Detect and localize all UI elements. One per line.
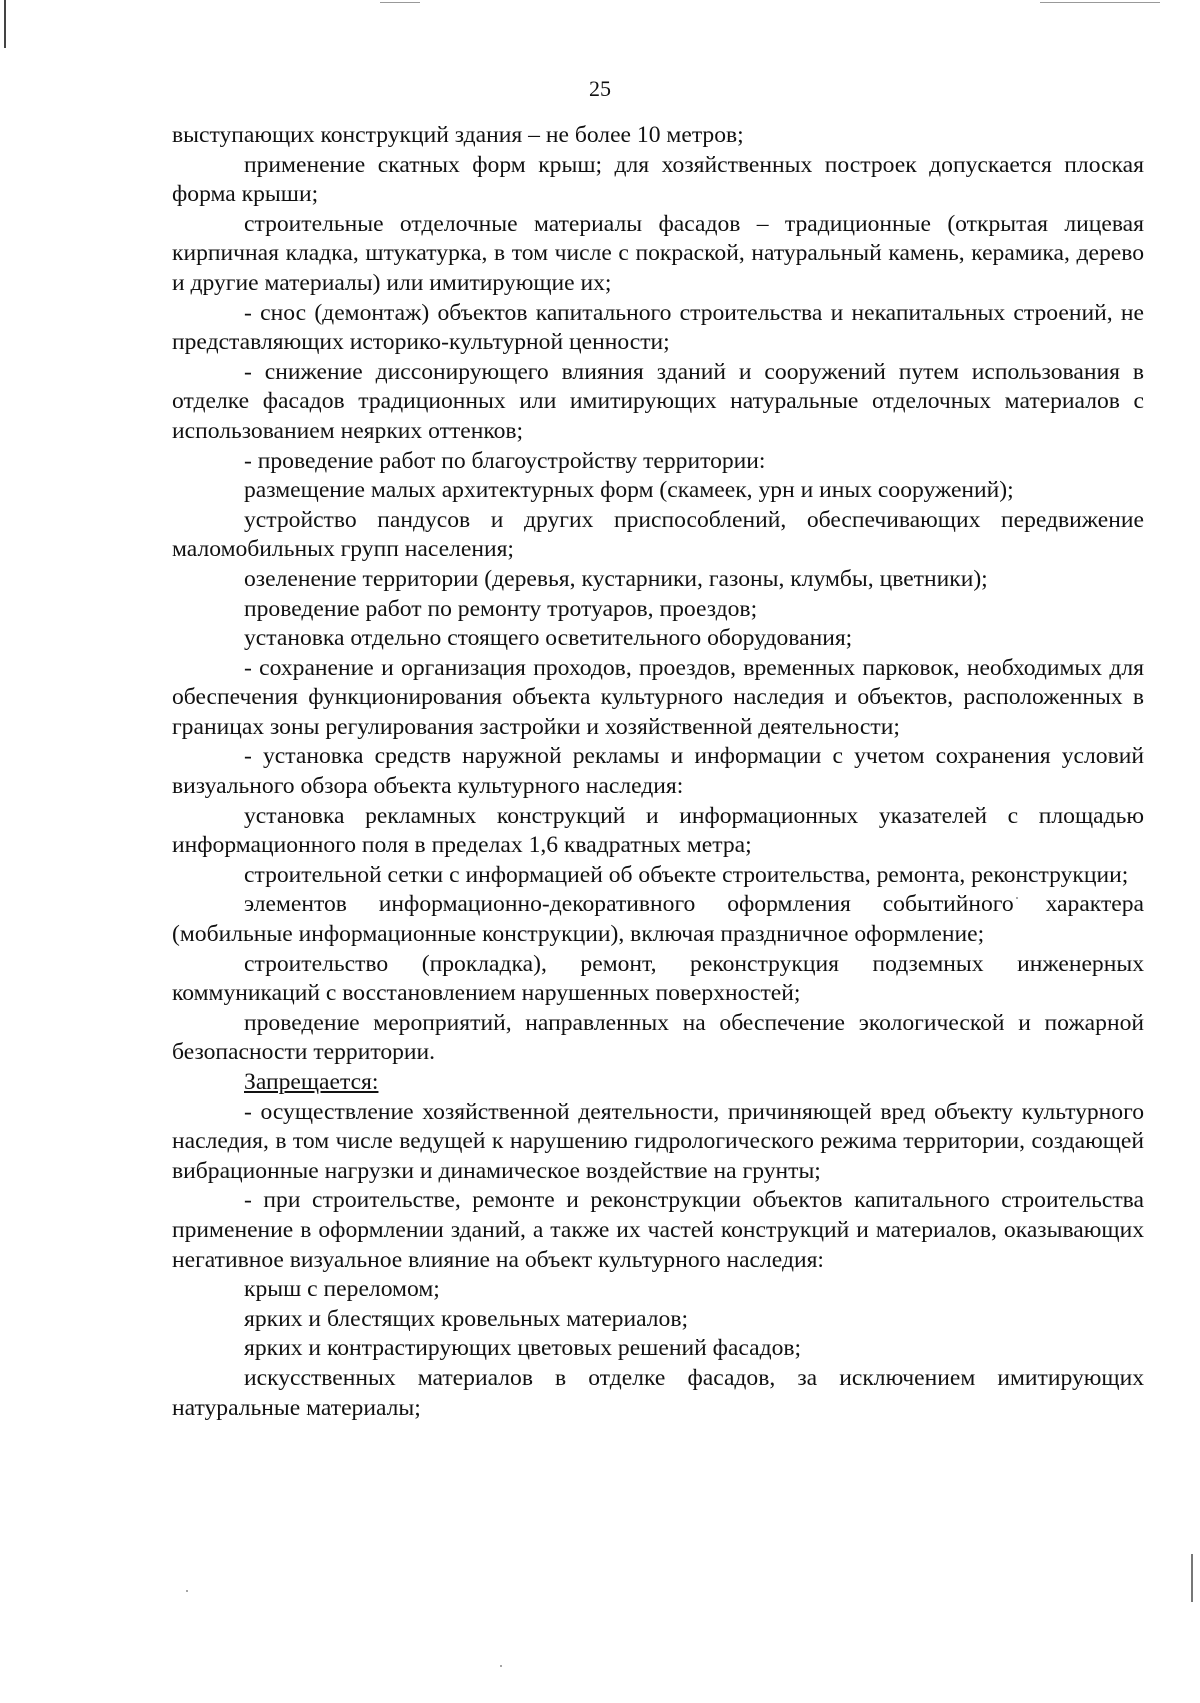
paragraph: установка отдельно стоящего осветительного оборудования; (244, 625, 853, 652)
paragraph: проведение мероприятий, направленных на обеспечение экологической и пожарной безопасности территории. (172, 1009, 1144, 1066)
scan-artifact (500, 1665, 502, 1667)
paragraph: ярких и блестящих кровельных материалов; (244, 1305, 689, 1332)
paragraph: - снижение диссонирующего влияния зданий и сооружений путем использования в отделке фасадов традиционных или имитирующих натуральные отделочных материалов с использованием неярких оттенков; (172, 358, 1144, 444)
paragraph: - проведение работ по благоустройству территории: (244, 447, 766, 474)
scan-edge-mark (1191, 1554, 1193, 1602)
paragraph: искусственных материалов в отделке фасадов, за исключением имитирующих натуральные материалы; (172, 1364, 1144, 1421)
paragraph: озеленение территории (деревья, кустарники, газоны, клумбы, цветники); (244, 565, 988, 592)
paragraph: строительство (прокладка), ремонт, реконструкция подземных инженерных коммуникаций с восстановлением нарушенных поверхностей; (172, 950, 1144, 1007)
scan-artifact (1040, 2, 1160, 3)
scan-artifact (186, 1590, 188, 1592)
paragraph: ярких и контрастирующих цветовых решений фасадов; (244, 1335, 802, 1362)
paragraph: строительные отделочные материалы фасадов – традиционные (открытая лицевая кирпичная кладка, штукатурка, в том числе с покраской, натуральный камень, керамика, дерево и другие материалы) или имитирующие их; (172, 210, 1144, 296)
paragraph: устройство пандусов и других приспособлений, обеспечивающих передвижение маломобильных групп населения; (172, 506, 1144, 563)
paragraph: проведение работ по ремонту тротуаров, проездов; (244, 595, 758, 622)
section-heading: Запрещается: (244, 1069, 379, 1095)
paragraph: применение скатных форм крыш; для хозяйственных построек допускается плоская форма крыши; (172, 151, 1144, 208)
paragraph: выступающих конструкций здания – не более 10 метров; (172, 122, 744, 148)
paragraph: элементов информационно-декоративного оформления событийного характера (мобильные информационные конструкции), включая праздничное оформление; (172, 891, 1144, 948)
page-number: 25 (589, 76, 611, 101)
paragraph: размещение малых архитектурных форм (скамеек, урн и иных сооружений); (244, 477, 1014, 504)
paragraph: - при строительстве, ремонте и реконструкции объектов капитального строительства применение в оформлении зданий, а также их частей конструкций и материалов, оказывающих негативное визуальное влияние на объект культурного наследия: (172, 1187, 1144, 1273)
paragraph: установка рекламных конструкций и информационных указателей с площадью информационного поля в пределах 1,6 квадратных метра; (172, 802, 1144, 859)
document-body (172, 121, 1144, 1423)
paragraph: - осуществление хозяйственной деятельности, причиняющей вред объекту культурного наследия, в том числе ведущей к нарушению гидрологического режима территории, создающей вибрационные нагрузки и динамическое воздействие на грунты; (172, 1098, 1144, 1184)
scan-edge-mark (4, 0, 6, 48)
paragraph: крыш с переломом; (244, 1276, 440, 1303)
scan-artifact (380, 2, 420, 3)
paragraph: - сохранение и организация проходов, проездов, временных парковок, необходимых для обеспечения функционирования объекта культурного наследия и объектов, расположенных в границах зоны регулирования застройки и хозяйственной деятельности; (172, 654, 1144, 740)
paragraph: - снос (демонтаж) объектов капитального строительства и некапитальных строений, не представляющих историко-культурной ценности; (172, 299, 1144, 356)
paragraph: - установка средств наружной рекламы и информации с учетом сохранения условий визуального обзора объекта культурного наследия: (172, 743, 1144, 800)
paragraph: строительной сетки с информацией об объекте строительства, ремонта, реконструкции; (244, 861, 1129, 888)
